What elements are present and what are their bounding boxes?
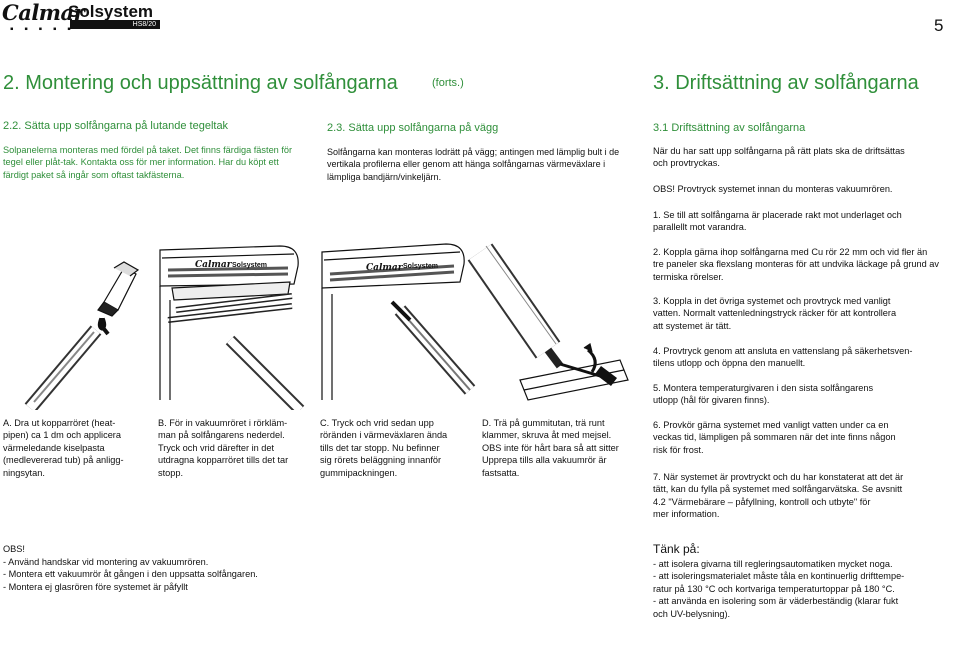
panel-logo-b-word: Solsystem [232, 262, 268, 269]
illustration-a [30, 262, 138, 408]
illustration-b [160, 246, 300, 410]
caption-d: D. Trä på gummitutan, trä runt klammer, skruva åt med mejsel. OBS inte för hårt bara så att sitter Upprepa tills alla vakuumrör är fastsatta. [482, 418, 619, 478]
section-2-forts: (forts.) [432, 77, 464, 89]
step-1: 1. Se till att solfångarna är placerade rakt mot underlaget och parallellt mot varandra. [653, 210, 902, 233]
caption-a: A. Dra ut kopparröret (heat- pipen) ca 1 dm och applicera värmeledande kiselpasta (medlevererad tub) på anligg- ningsytan. [3, 418, 124, 478]
sub-2-2-text: Solpanelerna monteras med fördel på taket. Det finns färdiga fästen för tegel eller plåt-tak. Kontakta oss för mer information. Har du köpt ett färdigt paket så ingår som oftast takfästerna. [3, 145, 293, 180]
obs-title: OBS! [3, 544, 25, 554]
caption-b: B. För in vakuumröret i rörkläm- man på solfångarens nederdel. Tryck och vrid därefter in det utdragna kopparröret tills det tar stopp. [158, 418, 289, 478]
logo-code: HS8/20 [132, 21, 156, 28]
step-6: 6. Provkör gärna systemet med vanligt vatten under ca en veckas tid, lämpligen på sommaren när det inte finns någon risk för frost. [653, 420, 896, 455]
panel-logo-c-script: Calmar [366, 263, 403, 273]
section-3-title: 3. Driftsättning av solfångarna [653, 72, 919, 94]
logo-word: Solsystem [68, 2, 154, 21]
think-list [653, 558, 958, 620]
mounting-illustration [0, 240, 640, 410]
step-5: 5. Montera temperaturgivaren i den sista solfångarens utlopp (hål för givaren finns). [653, 383, 874, 406]
illustration-c [322, 244, 470, 400]
think-item: - att isolera givarna till regleringsautomatiken mycket noga. [653, 559, 893, 569]
obs-item: - Montera ett vakuumrör åt gången i den uppsatta solfångaren. [3, 569, 258, 580]
obs-pressure-text: OBS! Provtryck systemet innan du monteras vakuumrören. [653, 184, 893, 194]
illustration-d [480, 246, 628, 400]
step-3: 3. Koppla in det övriga systemet och provtryck med vanligt vatten. Normalt vattenledningstryck räcker för att kontrollera att systemet är tätt. [653, 296, 897, 331]
think-item: - att använda en isolering som är väderbeständig (klarar fukt och UV-belysning). [653, 596, 899, 619]
sub-2-3-text: Solfångarna kan monteras lodrätt på vägg; antingen med lämplig bult i de vertikala profilerna eller genom att hänga solfångarnas värmeväxlare i lämpliga bandjärn/vinkeljärn. [327, 147, 620, 182]
page-number: 5 [934, 16, 944, 35]
step-2: 2. Koppla gärna ihop solfångarna med Cu rör 22 mm och vid fler än tre paneler ska flexslang monteras för att undvika läckage på grund av termiska rörelser. [653, 247, 939, 282]
obs-list [3, 556, 333, 593]
obs-item: - Montera ej glasrören före systemet är påfyllt [3, 581, 188, 592]
caption-c: C. Tryck och vrid sedan upp röränden i värmeväxlaren ända tills det tar stopp. Nu befinner sig rörets beläggning innanför gummipackningen. [320, 418, 448, 478]
step-7: 7. När systemet är provtryckt och du har konstaterat att det är tätt, kan du fylla på systemet med solfångarvätska. Se avsnitt 4.2 "Värmebärare – påfyllning, kontroll och utbyte" för mer information. [653, 472, 904, 520]
think-item: - att isoleringsmaterialet måste tåla en kontinuerlig drifttempe- ratur på 130 °C och kortvariga temperaturtoppar på 180 °C. [653, 571, 905, 594]
logo-script: Calmar [2, 0, 85, 25]
panel-logo-c-word: Solsystem [403, 263, 439, 270]
sub-3-1-title: 3.1 Driftsättning av solfångarna [653, 122, 806, 134]
intro-text: När du har satt upp solfångarna på rätt plats ska de driftsättas och provtryckas. [653, 146, 905, 169]
section-2-title: 2. Montering och uppsättning av solfångarna [3, 72, 398, 94]
panel-logo-b-script: Calmar [195, 260, 232, 270]
step-4: 4. Provtryck genom att ansluta en vattenslang på säkerhetsven- tilens utlopp och öppna den manuellt. [653, 346, 913, 369]
brand-logo [2, 0, 162, 35]
think-title: Tänk på: [653, 542, 700, 556]
sub-2-2-title: 2.2. Sätta upp solfångarna på lutande tegeltak [3, 120, 229, 132]
logo-dashes: ▪ ▪ ▪ ▪ ▪ [10, 24, 75, 35]
sub-2-3-title: 2.3. Sätta upp solfångarna på vägg [327, 122, 499, 134]
obs-item: - Använd handskar vid montering av vakuumrören. [3, 557, 209, 567]
